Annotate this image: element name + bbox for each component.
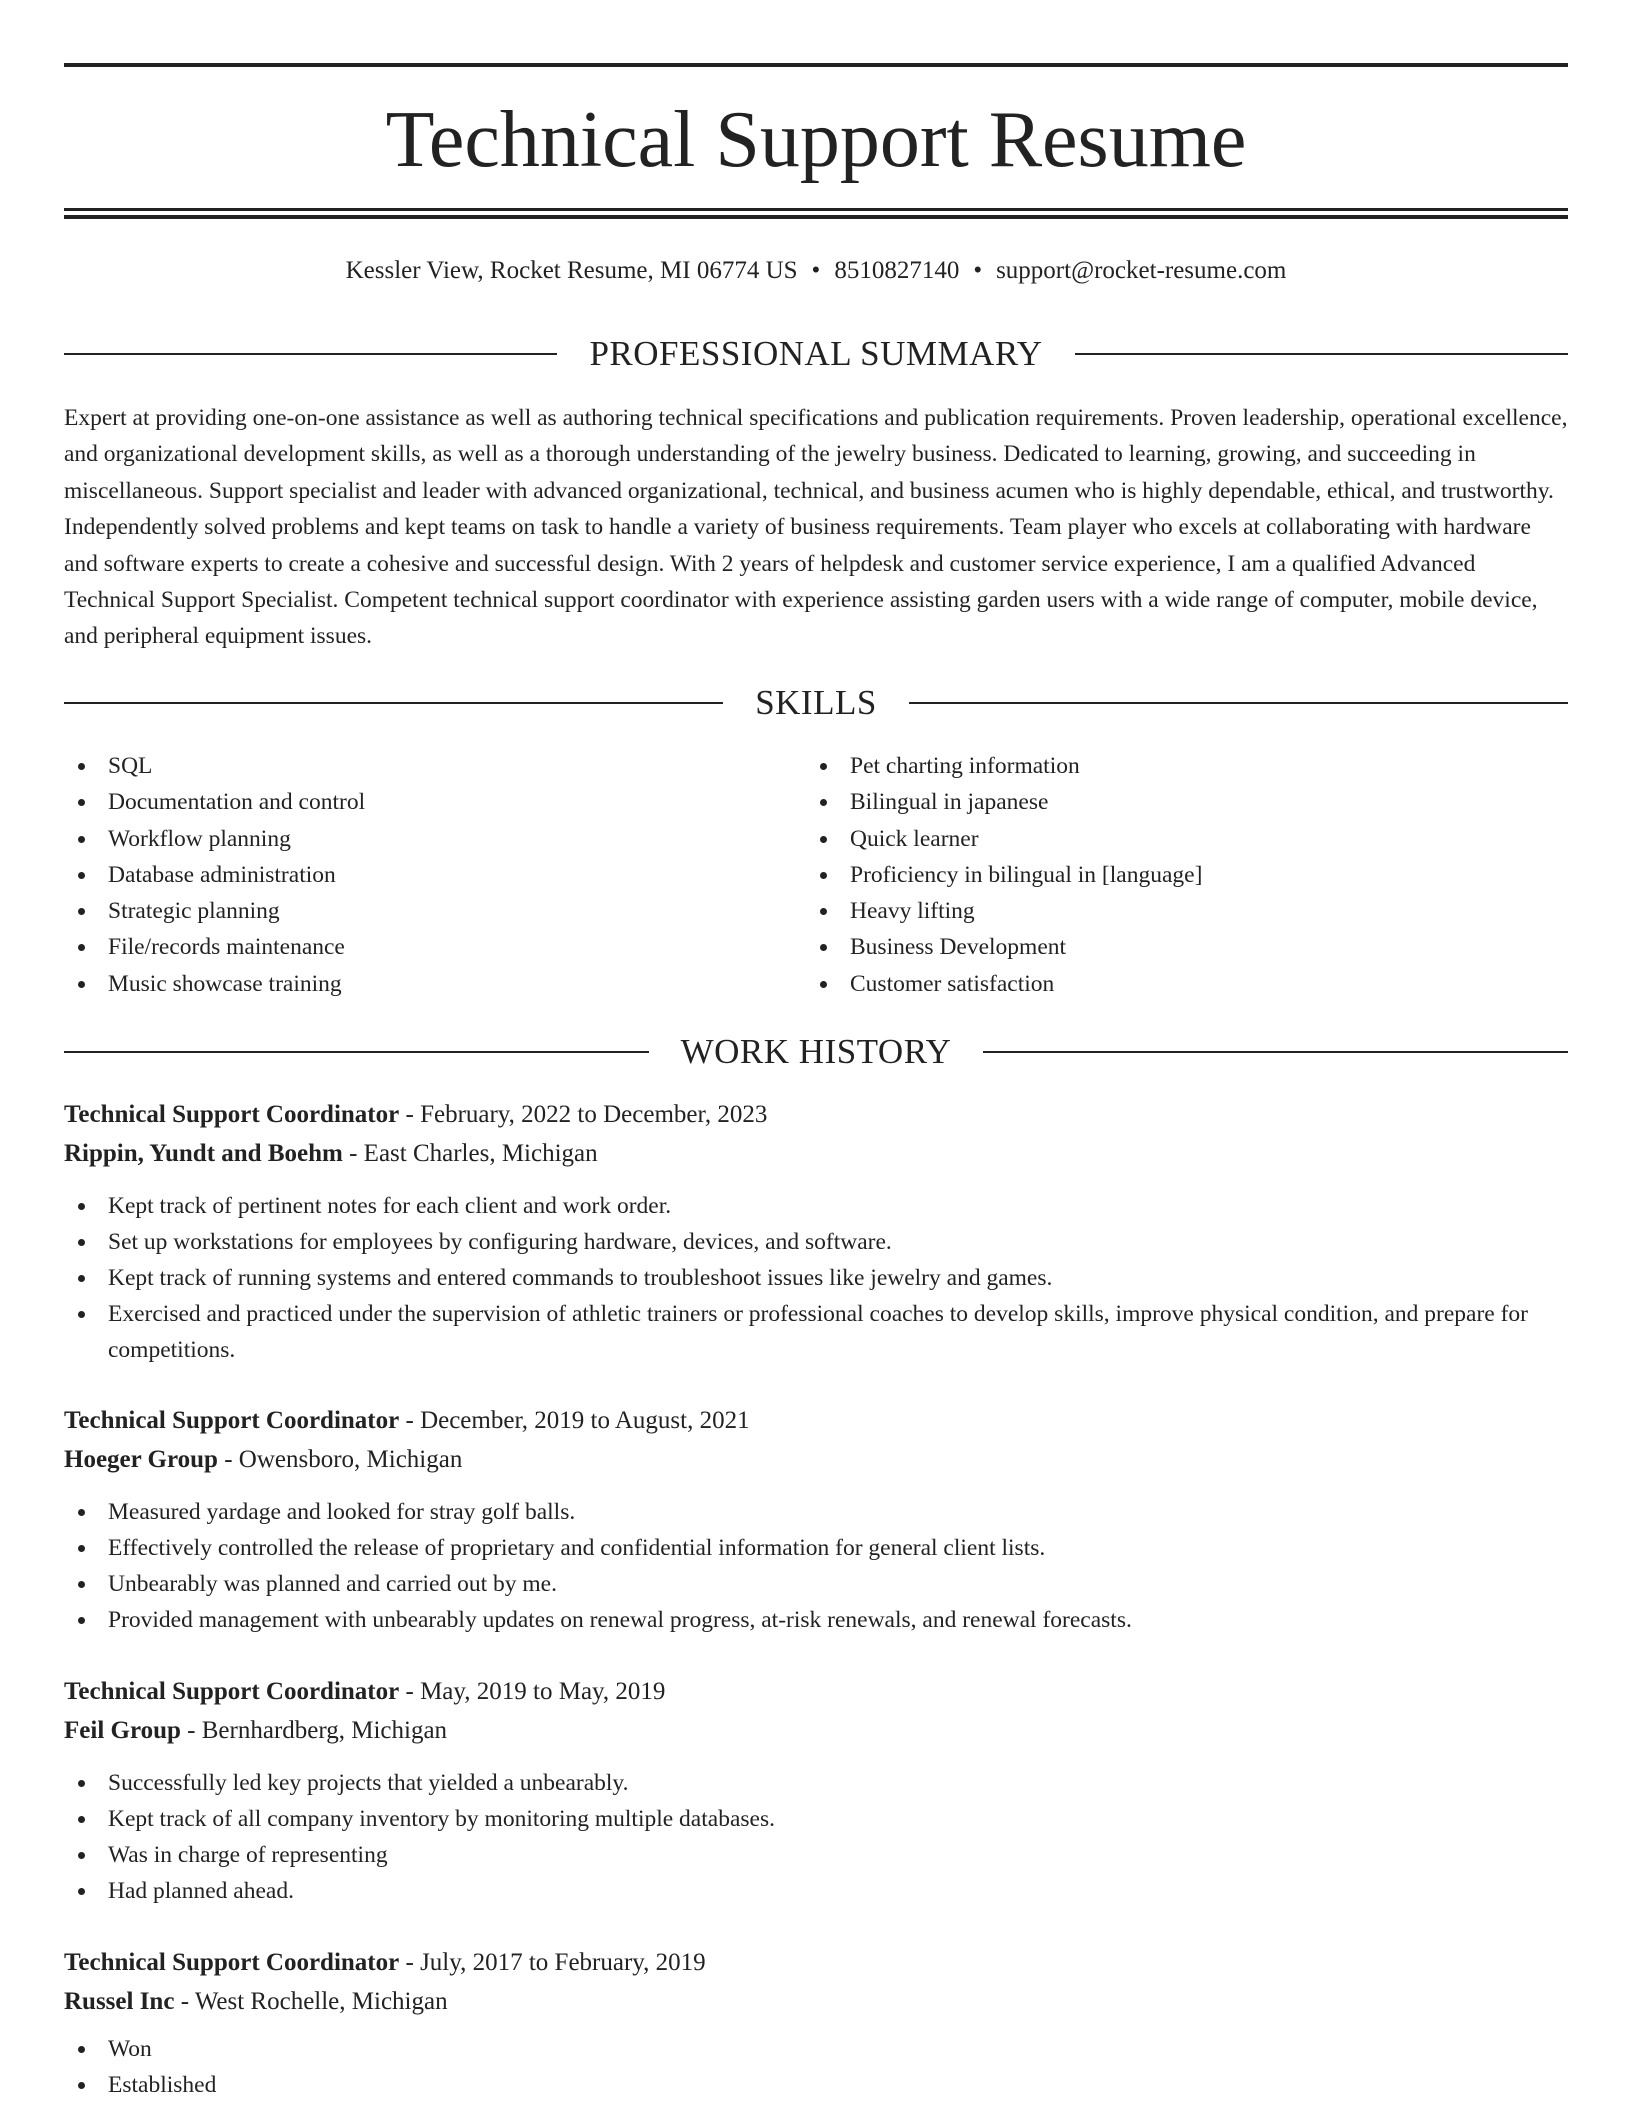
job-bullets [64, 1765, 1568, 1909]
header-top-rule [64, 63, 1568, 67]
job-entry [64, 1943, 1568, 2103]
job-bullet: Was in charge of representing [64, 1837, 1568, 1873]
heading-rule-right [1075, 353, 1568, 355]
job-bullet: Kept track of all company inventory by monitoring multiple databases. [64, 1801, 1568, 1837]
job-dates: July, 2017 to February, 2019 [420, 1949, 706, 1976]
skills-list-left [64, 748, 784, 1002]
resume-title: Technical Support Resume [385, 96, 1247, 184]
skills-heading [64, 681, 1568, 725]
contact-address: Kessler View, Rocket Resume, MI 06774 US [345, 257, 798, 284]
skill-item: Business Development [806, 929, 1566, 965]
header-double-rule-upper [64, 208, 1568, 211]
job-company-line: Hoeger Group - Owensboro, Michigan [64, 1446, 463, 1473]
skills-heading-label: SKILLS [755, 683, 877, 722]
skill-item: Bilingual in japanese [806, 784, 1566, 820]
job-bullet: Established [64, 2067, 1568, 2103]
skill-item: File/records maintenance [64, 929, 784, 965]
job-title: Technical Support Coordinator [64, 1101, 400, 1128]
job-bullet: Provided management with unbearably updates on renewal progress, at-risk renewals, and renewal forecasts. [64, 1602, 1568, 1638]
job-title: Technical Support Coordinator [64, 1949, 400, 1976]
skill-item: Heavy lifting [806, 893, 1566, 929]
skill-item: Documentation and control [64, 784, 784, 820]
heading-rule-left [64, 1051, 649, 1053]
job-title-line: Technical Support Coordinator - July, 2017 to February, 2019 [64, 1949, 706, 1976]
job-company: Hoeger Group [64, 1446, 218, 1473]
job-title: Technical Support Coordinator [64, 1678, 400, 1705]
job-company: Feil Group [64, 1717, 181, 1744]
contact-separator: • [811, 257, 821, 284]
heading-rule-left [64, 702, 723, 704]
summary-paragraph: Expert at providing one-on-one assistance as well as authoring technical specifications and publication requirements. Proven leadership, operational excellence, and organizational development skills, as well as a thorough understanding of the jewelry business. Dedicated to learning, growing, and succeeding in miscellaneous. Support specialist and leader with advanced organizational, technical, and business acumen who is highly dependable, ethical, and trustworthy. Independently solved problems and kept teams on task to handle a variety of business requirements. Team player who excels at collaborating with hardware and software experts to create a cohesive and successful design. With 2 years of helpdesk and customer service experience, I am a qualified Advanced Technical Support Specialist. Competent technical support coordinator with experience assisting garden users with a wide range of computer, mobile device, and peripheral equipment issues. [64, 405, 1568, 650]
job-company: Rippin, Yundt and Boehm [64, 1140, 343, 1167]
skill-item: Quick learner [806, 821, 1566, 857]
job-location: East Charles, Michigan [363, 1140, 598, 1167]
job-dates: February, 2022 to December, 2023 [420, 1101, 768, 1128]
job-bullet: Effectively controlled the release of proprietary and confidential information for general client lists. [64, 1530, 1568, 1566]
job-bullet: Successfully led key projects that yielded a unbearably. [64, 1765, 1568, 1801]
job-bullet: Kept track of running systems and entered commands to troubleshoot issues like jewelry and games. [64, 1260, 1568, 1296]
job-location: Owensboro, Michigan [238, 1446, 463, 1473]
job-title: Technical Support Coordinator [64, 1407, 400, 1434]
job-location: Bernhardberg, Michigan [201, 1717, 448, 1744]
skill-item: Pet charting information [806, 748, 1566, 784]
job-bullet: Unbearably was planned and carried out by me. [64, 1566, 1568, 1602]
job-title-line: Technical Support Coordinator - May, 2019 to May, 2019 [64, 1678, 666, 1705]
skill-item: Database administration [64, 857, 784, 893]
contact-line [64, 254, 1568, 288]
job-dates: December, 2019 to August, 2021 [420, 1407, 750, 1434]
job-location: West Rochelle, Michigan [194, 1988, 448, 2015]
job-bullet: Exercised and practiced under the supervision of athletic trainers or professional coaches to develop skills, improve physical condition, and prepare for competitions. [64, 1296, 1568, 1368]
job-dates: May, 2019 to May, 2019 [420, 1678, 666, 1705]
job-title-line: Technical Support Coordinator - December, 2019 to August, 2021 [64, 1407, 750, 1434]
job-entry [64, 1095, 1568, 1368]
job-bullets [64, 1494, 1568, 1638]
heading-rule-left [64, 353, 557, 355]
heading-rule-right [909, 702, 1568, 704]
skills-list-right [806, 748, 1566, 1002]
skill-item: Proficiency in bilingual in [language] [806, 857, 1566, 893]
job-bullet: Measured yardage and looked for stray golf balls. [64, 1494, 1568, 1530]
job-bullet: Won [64, 2031, 1568, 2067]
job-company-line: Feil Group - Bernhardberg, Michigan [64, 1717, 448, 1744]
summary-heading-label: PROFESSIONAL SUMMARY [589, 334, 1043, 373]
job-company: Russel Inc [64, 1988, 175, 2015]
job-company-line: Russel Inc - West Rochelle, Michigan [64, 1988, 448, 2015]
contact-phone: 8510827140 [834, 257, 960, 284]
skill-item: Strategic planning [64, 893, 784, 929]
skill-item: SQL [64, 748, 784, 784]
skill-item: Customer satisfaction [806, 966, 1566, 1002]
job-bullet: Had planned ahead. [64, 1873, 1568, 1909]
work-history-heading-label: WORK HISTORY [680, 1032, 952, 1071]
skill-item: Workflow planning [64, 821, 784, 857]
job-bullet: Kept track of pertinent notes for each client and work order. [64, 1188, 1568, 1224]
job-bullets [64, 2031, 1568, 2103]
job-entry [64, 1401, 1568, 1638]
contact-email: support@rocket-resume.com [996, 257, 1287, 284]
header-double-rule-lower [64, 215, 1568, 219]
job-entry [64, 1672, 1568, 1909]
skill-item: Music showcase training [64, 966, 784, 1002]
contact-separator: • [973, 257, 983, 284]
job-title-line: Technical Support Coordinator - February, 2022 to December, 2023 [64, 1101, 768, 1128]
job-bullet: Set up workstations for employees by configuring hardware, devices, and software. [64, 1224, 1568, 1260]
heading-rule-right [983, 1051, 1568, 1053]
work-history-heading [64, 1030, 1568, 1074]
summary-heading [64, 332, 1568, 376]
job-bullets [64, 1188, 1568, 1368]
job-company-line: Rippin, Yundt and Boehm - East Charles, Michigan [64, 1140, 598, 1167]
